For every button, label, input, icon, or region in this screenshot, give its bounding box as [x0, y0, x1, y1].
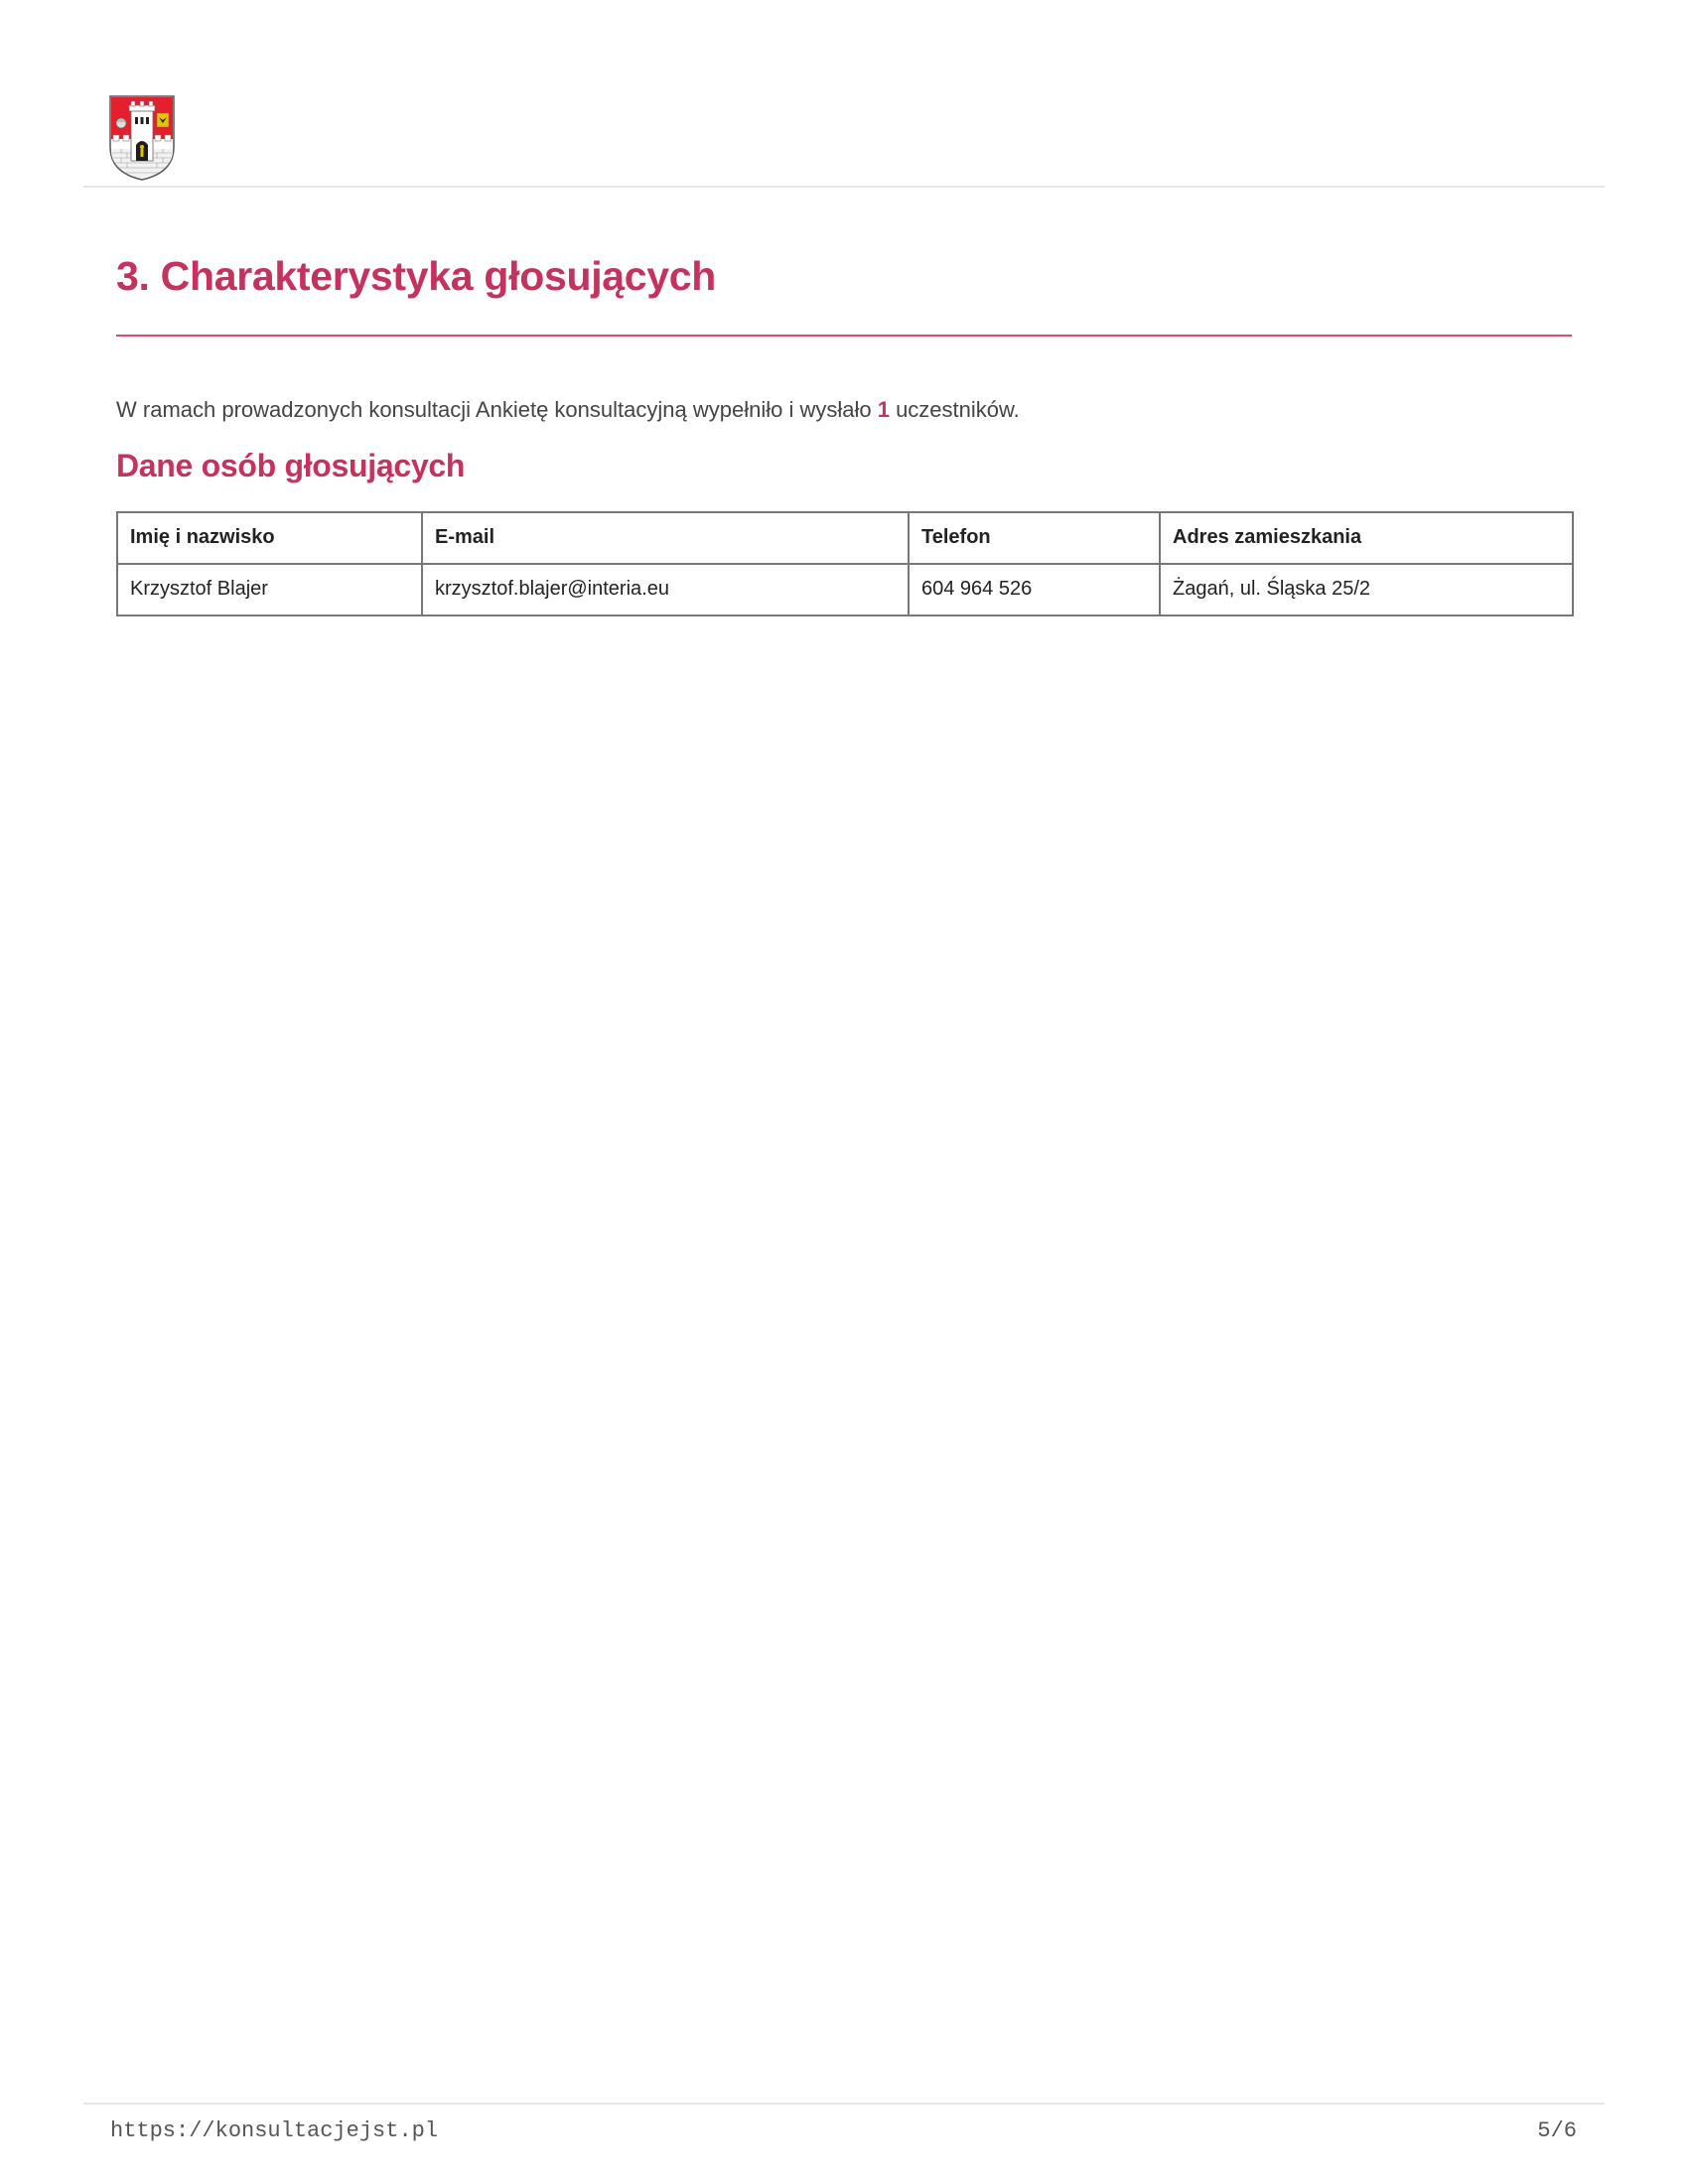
cell-address: Żagań, ul. Śląska 25/2 — [1160, 564, 1573, 615]
intro-text-after: uczestników. — [889, 397, 1020, 423]
header-phone: Telefon — [909, 512, 1160, 564]
table-header-row — [117, 512, 1573, 564]
cell-email: krzysztof.blajer@interia.eu — [422, 564, 909, 615]
title-divider — [116, 335, 1572, 337]
coat-of-arms-logo — [109, 95, 175, 181]
table-row — [117, 564, 1573, 615]
header-name: Imię i nazwisko — [117, 512, 422, 564]
section-title: 3. Charakterystyka głosujących — [116, 253, 717, 299]
cell-name: Krzysztof Blajer — [117, 564, 422, 615]
page-footer — [83, 2103, 1605, 2143]
header-address: Adres zamieszkania — [1160, 512, 1573, 564]
voters-subtitle: Dane osób głosujących — [116, 447, 466, 483]
page-header — [83, 0, 1605, 188]
cell-phone: 604 964 526 — [909, 564, 1160, 615]
page-number: 5/6 — [1537, 2118, 1577, 2143]
voters-table — [116, 511, 1574, 616]
intro-paragraph — [116, 396, 1572, 425]
header-email: E-mail — [422, 512, 909, 564]
participant-count: 1 — [877, 397, 890, 423]
intro-text-before: W ramach prowadzonych konsultacji Ankietę konsultacyjną wypełniło i wysłało — [116, 397, 878, 423]
main-content — [116, 238, 1572, 616]
footer-url: https://konsultacjejst.pl — [110, 2118, 439, 2143]
